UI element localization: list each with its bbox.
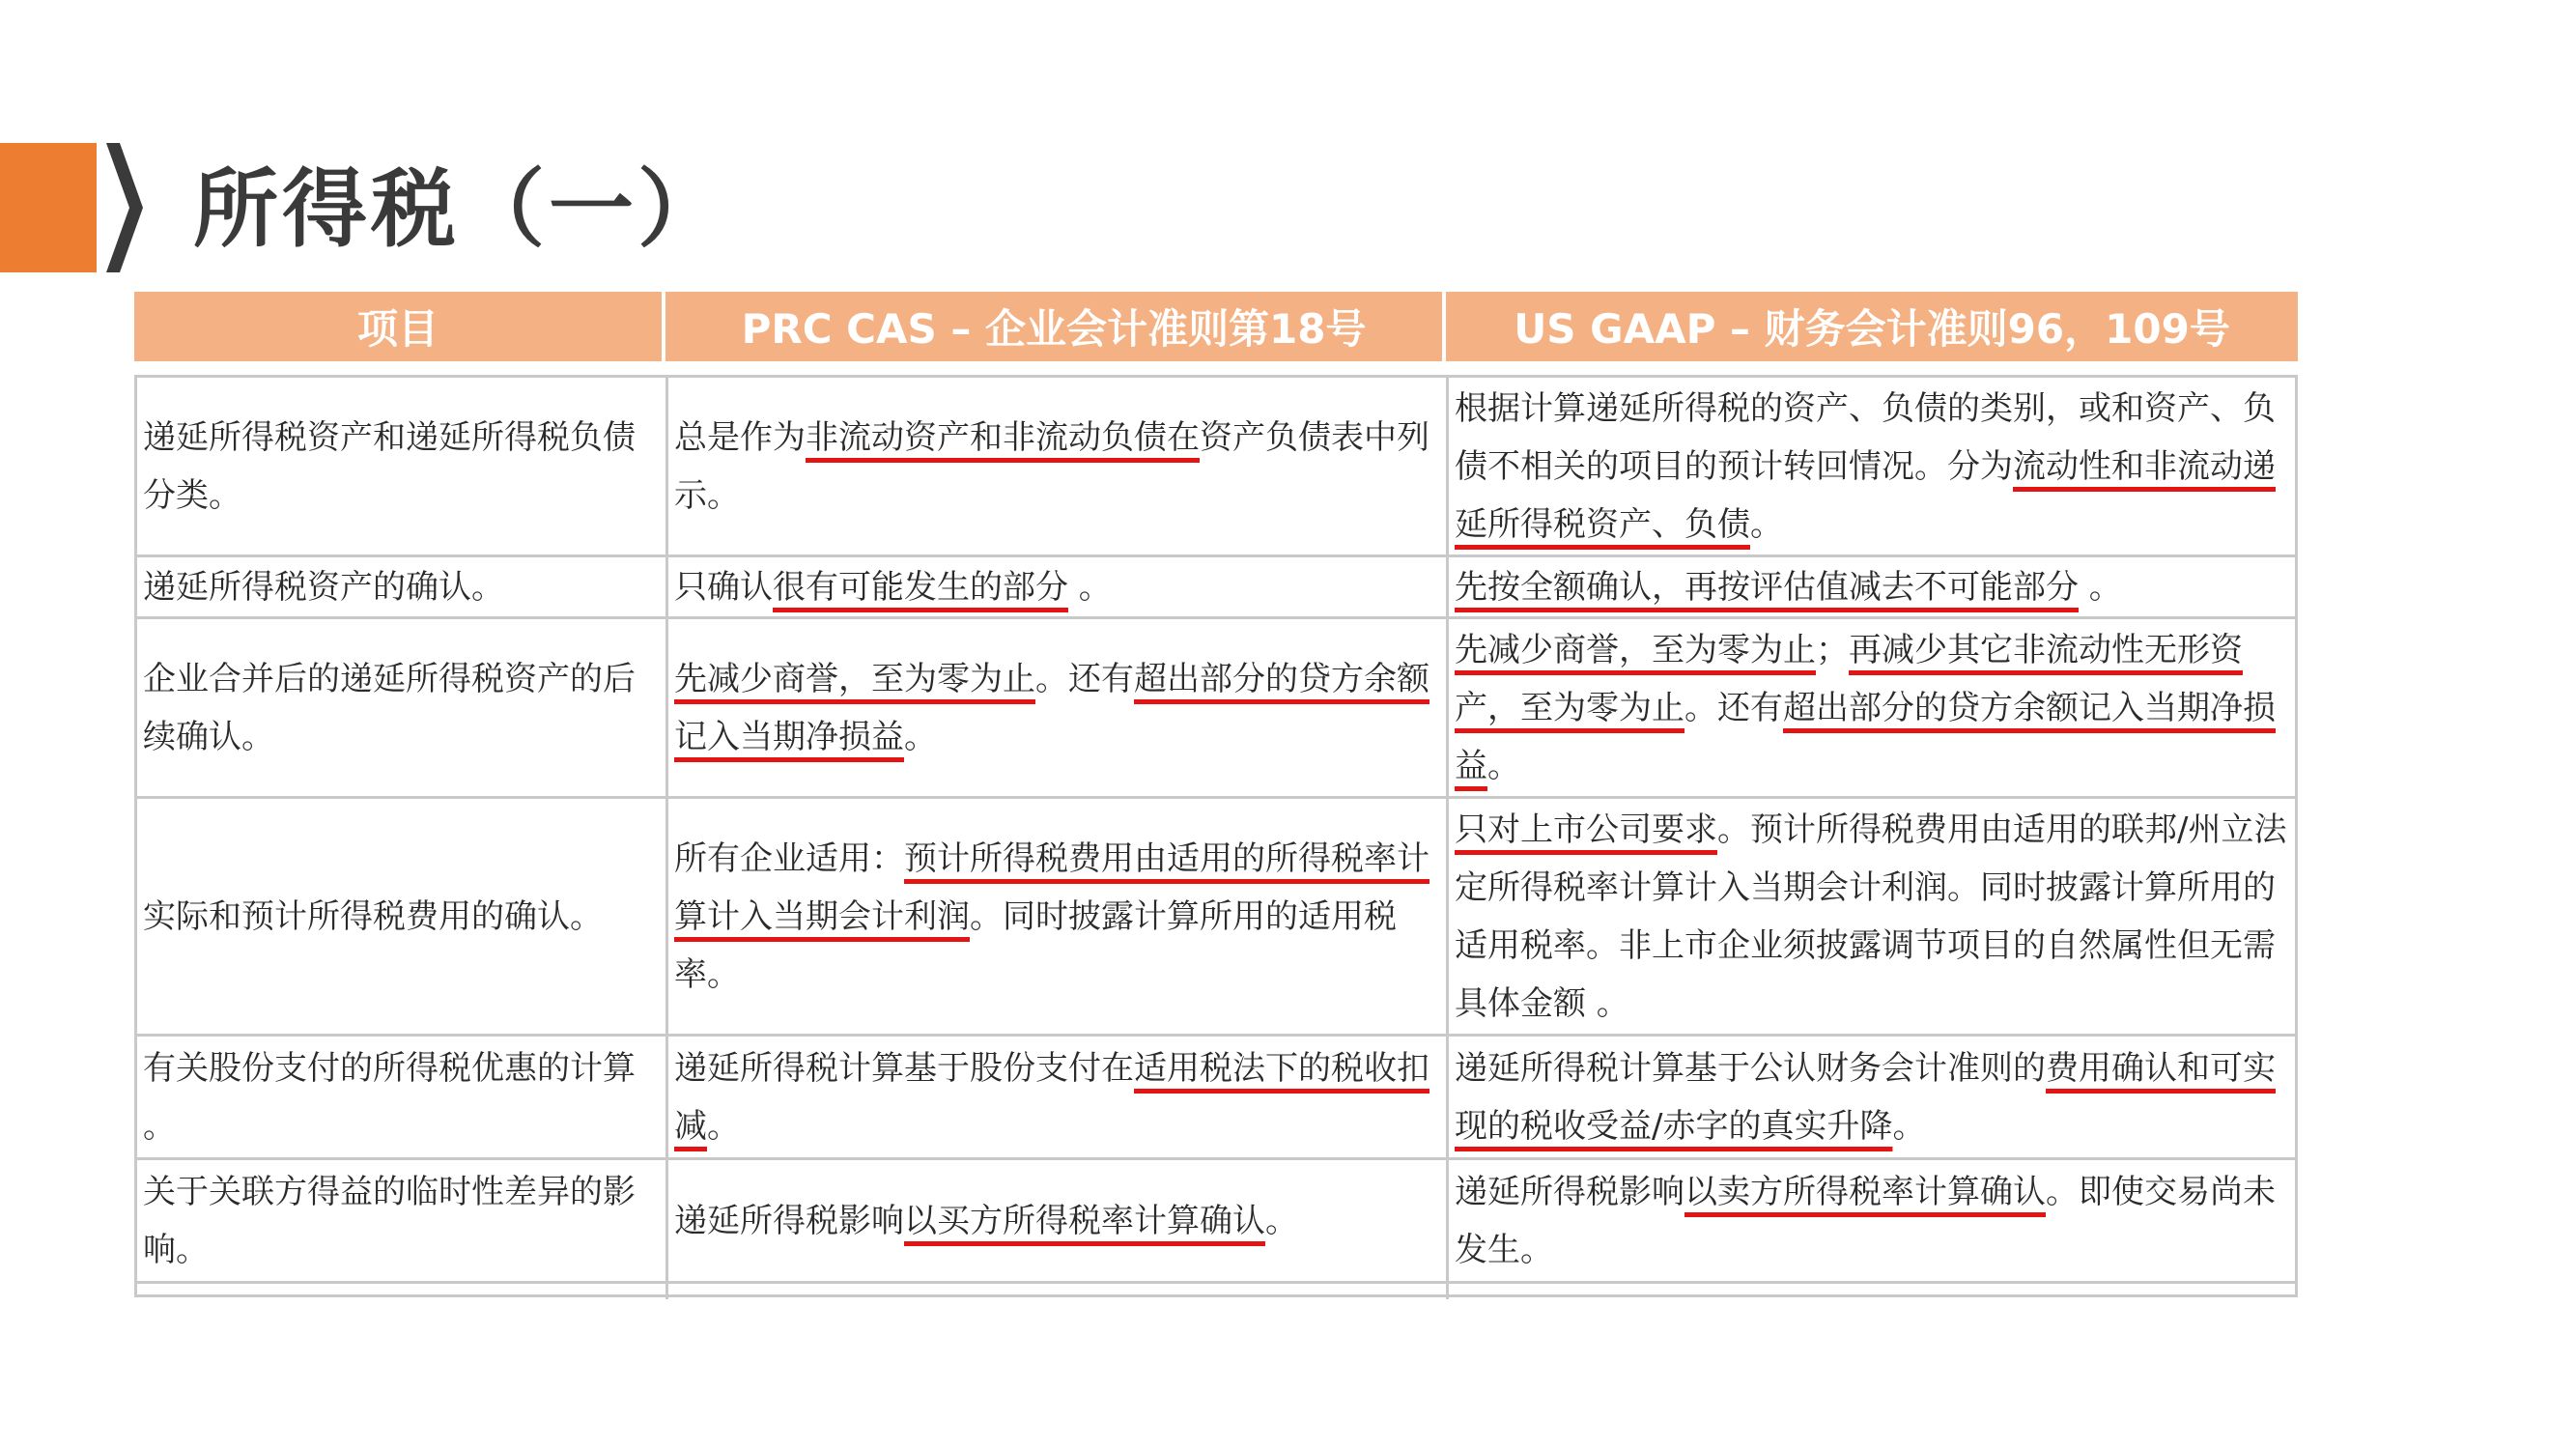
prc-cell: 先减少商誉，至为零为止。还有超出部分的贷方余额记入当期净损益。 bbox=[668, 619, 1449, 796]
header-item: 项目 bbox=[134, 292, 665, 361]
item-cell: 递延所得税资产和递延所得税负债分类。 bbox=[137, 378, 668, 554]
comparison-table bbox=[134, 292, 2298, 1297]
prc-cell: 递延所得税计算基于股份支付在适用税法下的税收扣减。 bbox=[668, 1037, 1449, 1157]
table-row bbox=[137, 557, 2295, 619]
us-cell: 先按全额确认，再按评估值减去不可能部分 。 bbox=[1455, 567, 2122, 607]
empty-cell bbox=[668, 1284, 1449, 1299]
us-cell: 只对上市公司要求。预计所得税费用由适用的联邦/州立法定所得税率计算计入当期会计利润。同时披露计算所用的适用税率。非上市企业须披露调节项目的自然属性但无需具体金额 。 bbox=[1455, 810, 2287, 1023]
prc-cell: 递延所得税影响以买方所得税率计算确认。 bbox=[668, 1160, 1449, 1281]
table-row bbox=[137, 378, 2295, 557]
item-cell: 有关股份支付的所得税优惠的计算 。 bbox=[137, 1037, 668, 1157]
empty-cell bbox=[137, 1284, 668, 1299]
item-cell: 实际和预计所得税费用的确认。 bbox=[137, 799, 668, 1034]
table-body bbox=[134, 375, 2298, 1297]
us-cell: 根据计算递延所得税的资产、负债的类别，或和资产、负债不相关的项目的预计转回情况。分为流动性和非流动递延所得税资产、负债。 bbox=[1455, 388, 2276, 544]
item-cell: 企业合并后的递延所得税资产的后续确认。 bbox=[137, 619, 668, 796]
us-cell: 递延所得税计算基于公认财务会计准则的费用确认和可实现的税收受益/赤字的真实升降。 bbox=[1455, 1048, 2276, 1146]
us-cell: 先减少商誉，至为零为止；再减少其它非流动性无形资产，至为零为止。还有超出部分的贷方余额记入当期净损益。 bbox=[1455, 630, 2276, 785]
table-row bbox=[137, 1037, 2295, 1160]
header-us-gaap: US GAAP – 财务会计准则96，109号 bbox=[1514, 305, 2230, 353]
table-row bbox=[137, 799, 2295, 1037]
accent-block bbox=[0, 143, 97, 272]
table-row-partial bbox=[137, 1284, 2295, 1297]
table-row bbox=[137, 1160, 2295, 1284]
prc-cell: 所有企业适用：预计所得税费用由适用的所得税率计算计入当期会计利润。同时披露计算所用的适用税率。 bbox=[668, 799, 1449, 1034]
item-cell: 关于关联方得益的临时性差异的影响。 bbox=[137, 1160, 668, 1281]
table-row bbox=[137, 619, 2295, 799]
prc-cell: 只确认很有可能发生的部分 。 bbox=[668, 557, 1449, 616]
table-header bbox=[134, 292, 2298, 361]
page-title: 所得税（一） bbox=[193, 159, 727, 259]
empty-cell bbox=[1449, 1284, 2295, 1299]
header-prc-cas: PRC CAS – 企业会计准则第18号 bbox=[665, 292, 1446, 361]
item-cell: 递延所得税资产的确认。 bbox=[137, 557, 668, 616]
prc-cell: 总是作为非流动资产和非流动负债在资产负债表中列示。 bbox=[668, 378, 1449, 554]
us-cell: 递延所得税影响以卖方所得税率计算确认。即使交易尚未发生。 bbox=[1455, 1172, 2276, 1269]
